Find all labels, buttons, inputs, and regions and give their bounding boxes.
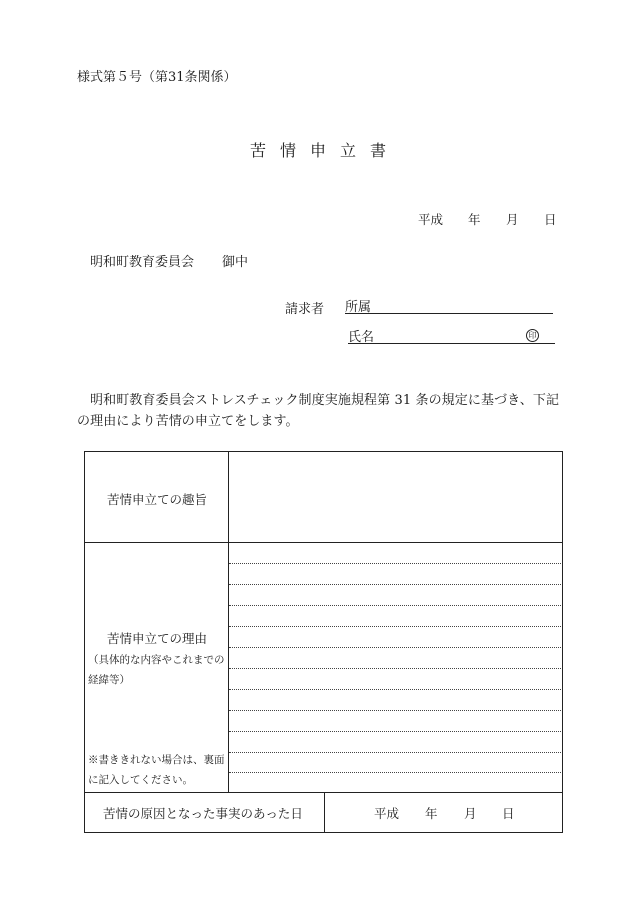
row-divider bbox=[84, 792, 562, 793]
row2-label: 苦情申立ての理由 bbox=[107, 631, 208, 646]
name-field[interactable] bbox=[348, 326, 555, 344]
row3-date-year: 年 bbox=[425, 806, 438, 821]
requester-label: 請求者 bbox=[285, 302, 325, 317]
row3-date-era: 平成 bbox=[374, 806, 400, 821]
writing-line bbox=[229, 689, 561, 690]
row2-note: （具体的な内容やこれまでの bbox=[88, 654, 225, 666]
addressee-name: 明和町教育委員会 bbox=[90, 255, 195, 270]
purpose-input-area[interactable] bbox=[230, 453, 560, 541]
row2-note: 経緯等） bbox=[88, 674, 130, 686]
row3-date-month: 月 bbox=[464, 806, 477, 821]
title-char: 立 bbox=[340, 141, 357, 160]
date-day: 日 bbox=[544, 212, 557, 227]
row1-label: 苦情申立ての趣旨 bbox=[107, 492, 208, 507]
date-era: 平成 bbox=[418, 212, 444, 227]
addressee-honorific: 御中 bbox=[222, 255, 249, 270]
date-year: 年 bbox=[468, 212, 481, 227]
row-divider bbox=[84, 542, 562, 543]
writing-line bbox=[229, 647, 561, 648]
writing-line bbox=[229, 752, 561, 753]
writing-line bbox=[229, 626, 561, 627]
name-label: 氏名 bbox=[348, 330, 375, 345]
affiliation-field[interactable] bbox=[345, 296, 553, 314]
writing-line bbox=[229, 710, 561, 711]
writing-line bbox=[229, 584, 561, 585]
writing-line bbox=[229, 668, 561, 669]
title-char: 情 bbox=[280, 141, 297, 160]
row2-note: に記入してください。 bbox=[88, 774, 193, 786]
title-char: 申 bbox=[310, 141, 327, 160]
affiliation-label: 所属 bbox=[345, 300, 372, 315]
document-title bbox=[250, 138, 400, 161]
writing-line bbox=[229, 731, 561, 732]
seal-mark: 印 bbox=[526, 329, 539, 342]
title-char: 書 bbox=[370, 141, 387, 160]
date-month: 月 bbox=[506, 212, 519, 227]
writing-line bbox=[229, 772, 561, 773]
table-column-divider bbox=[228, 451, 229, 792]
row3-date-day: 日 bbox=[502, 806, 515, 821]
body-paragraph: 明和町教育委員会ストレスチェック制度実施規程第 31 条の規定に基づき、下記の理由により苦情の申立てをします。 bbox=[77, 393, 560, 429]
writing-line bbox=[229, 605, 561, 606]
writing-line bbox=[229, 563, 561, 564]
row3-column-divider bbox=[324, 792, 325, 832]
form-number: 様式第５号（第31条関係） bbox=[77, 70, 237, 85]
addressee bbox=[90, 251, 248, 270]
row3-label: 苦情の原因となった事実のあった日 bbox=[103, 806, 303, 821]
title-char: 苦 bbox=[250, 141, 267, 160]
row2-note: ※書ききれない場合は、裏面 bbox=[88, 754, 225, 766]
